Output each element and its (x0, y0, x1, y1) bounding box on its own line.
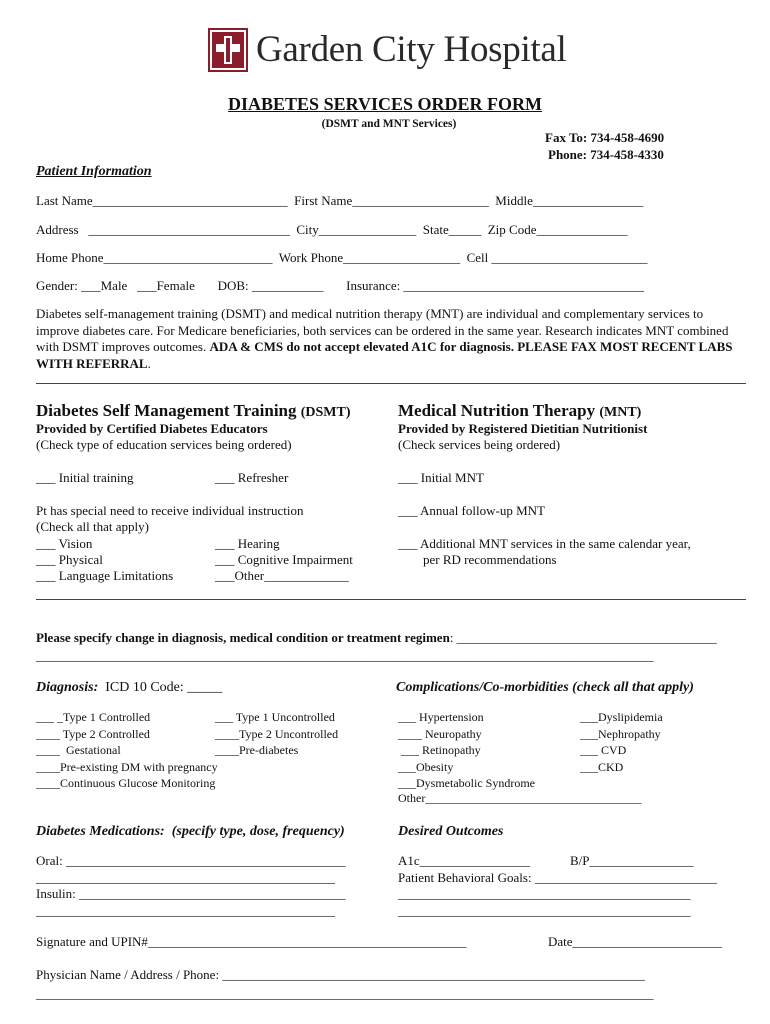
complication-option[interactable]: ___Dyslipidemia (580, 710, 663, 724)
complication-option[interactable]: ___Dysmetabolic Syndrome (398, 776, 535, 790)
a1c-field[interactable]: A1c_________________ (398, 853, 531, 868)
complication-option[interactable]: ___Obesity (398, 759, 454, 774)
complication-option[interactable]: ____ Neuropathy (398, 726, 482, 741)
phone-fields[interactable]: Home Phone__________________________ Work Phone__________________ Cell ________________________ (36, 250, 648, 265)
diagnosis-label: Diagnosis: ICD 10 Code: _____ (36, 680, 223, 695)
complication-option[interactable]: ___ Hypertension (398, 710, 484, 724)
dsmt-check-all: (Check all that apply) (36, 519, 149, 534)
dsmt-vision-option[interactable]: ___ Vision (36, 536, 93, 551)
goals-line[interactable]: _____________________________________________ (398, 886, 691, 901)
dsmt-provided: Provided by Certified Diabetes Educators (36, 421, 268, 436)
name-fields[interactable]: Last Name______________________________ First Name_____________________ Middle_________________ (36, 193, 644, 208)
dsmt-other-option[interactable]: ___Other_____________ (215, 568, 349, 583)
form-subtitle: (DSMT and MNT Services) (321, 118, 457, 130)
form-title: DIABETES SERVICES ORDER FORM (228, 94, 542, 114)
dsmt-hearing-option[interactable]: ___ Hearing (215, 536, 280, 551)
patient-info-heading: Patient Information (36, 164, 152, 179)
change-regimen-line[interactable]: _______________________________________________________________________________________________ (36, 648, 654, 663)
diagnosis-option[interactable]: ____Type 2 Uncontrolled (215, 726, 339, 741)
complication-option[interactable]: ___Nephropathy (580, 726, 661, 741)
dsmt-refresher-option[interactable]: ___ Refresher (215, 470, 289, 485)
complication-option[interactable]: ___ Retinopathy (398, 743, 481, 757)
complication-option[interactable]: ___ CVD (580, 743, 627, 757)
medications-label: Diabetes Medications: (specify type, dose, frequency) (36, 824, 345, 839)
diagnosis-option[interactable]: ____Continuous Glucose Monitoring (36, 776, 216, 790)
mnt-title: Medical Nutrition Therapy (MNT) (398, 401, 642, 420)
outcomes-label: Desired Outcomes (398, 824, 504, 839)
date-field[interactable]: Date_______________________ (548, 934, 723, 949)
dsmt-initial-option[interactable]: ___ Initial training (36, 470, 134, 485)
physician-info-field[interactable]: Physician Name / Address / Phone: _________________________________________________________________ (36, 967, 645, 982)
diagnosis-option[interactable]: ____Pre-diabetes (215, 743, 299, 757)
complication-option[interactable]: ___CKD (580, 759, 624, 774)
insulin-line[interactable]: ______________________________________________ (36, 903, 335, 918)
divider (36, 599, 746, 600)
dsmt-physical-option[interactable]: ___ Physical (36, 552, 103, 567)
mnt-additional-option[interactable]: ___ Additional MNT services in the same calendar year, (398, 536, 691, 551)
dsmt-special-need: Pt has special need to receive individual instruction (36, 503, 304, 518)
phone-number: Phone: 734-458-4330 (548, 147, 664, 162)
fax-number: Fax To: 734-458-4690 (545, 130, 665, 145)
dsmt-cognitive-option[interactable]: ___ Cognitive Impairment (215, 552, 353, 567)
mnt-initial-option[interactable]: ___ Initial MNT (398, 470, 484, 485)
diagnosis-option[interactable]: ____Pre-existing DM with pregnancy (36, 759, 218, 774)
complications-label: Complications/Co-morbidities (check all that apply) (396, 680, 694, 695)
diagnosis-option[interactable]: ____ Gestational (36, 743, 121, 757)
mnt-check-note: (Check services being ordered) (398, 437, 561, 452)
change-regimen-field[interactable]: Please specify change in diagnosis, medical condition or treatment regimen: ________________________________________ (36, 630, 717, 645)
insulin-field[interactable]: Insulin: _________________________________________ (36, 886, 346, 901)
logo-name: Garden City Hospital (256, 29, 567, 70)
signature-upin-field[interactable]: Signature and UPIN#_________________________________________________ (36, 934, 467, 949)
intro-paragraph: Diabetes self-management training (DSMT) and medical nutrition therapy (MNT) are individual and complementary services to improve diabetes care. For Medicare beneficiaries, both services can be ordered in the same year. Research indicates MNT combined with DSMT improves outcomes. ADA & CMS do not accept elevated A1C for diagnosis. PLEASE FAX MOST RECENT LABS WITH REFERRAL. (36, 306, 733, 371)
complications-other-field[interactable]: Other____________________________________ (398, 791, 642, 805)
oral-medication-field[interactable]: Oral: ___________________________________________ (36, 853, 346, 868)
dsmt-title: Diabetes Self Management Training (DSMT) (36, 401, 351, 420)
mnt-annual-option[interactable]: ___ Annual follow-up MNT (398, 503, 545, 518)
mnt-provided: Provided by Registered Dietitian Nutritionist (398, 421, 648, 436)
divider (36, 383, 746, 384)
goals-line[interactable]: _____________________________________________ (398, 903, 691, 918)
gender-dob-insurance-fields[interactable]: Gender: ___Male ___Female DOB: ___________ Insurance: _____________________________________ (36, 278, 645, 293)
behavioral-goals-field[interactable]: Patient Behavioral Goals: ____________________________ (398, 870, 717, 885)
diagnosis-option[interactable]: ____ Type 2 Controlled (36, 726, 150, 741)
mnt-additional-note: per RD recommendations (423, 552, 557, 567)
diagnosis-option[interactable]: ___ _Type 1 Controlled (36, 710, 151, 724)
oral-medication-line[interactable]: ______________________________________________ (36, 870, 335, 885)
diagnosis-option[interactable]: ___ Type 1 Uncontrolled (215, 710, 335, 724)
bp-field[interactable]: B/P________________ (570, 853, 694, 868)
hospital-cross-icon (208, 28, 248, 72)
physician-info-line[interactable]: _______________________________________________________________________________________________ (36, 986, 654, 1001)
address-fields[interactable]: Address _______________________________ City_______________ State_____ Zip Code______________ (36, 222, 628, 237)
dsmt-language-option[interactable]: ___ Language Limitations (36, 568, 174, 583)
dsmt-check-note: (Check type of education services being ordered) (36, 437, 292, 452)
